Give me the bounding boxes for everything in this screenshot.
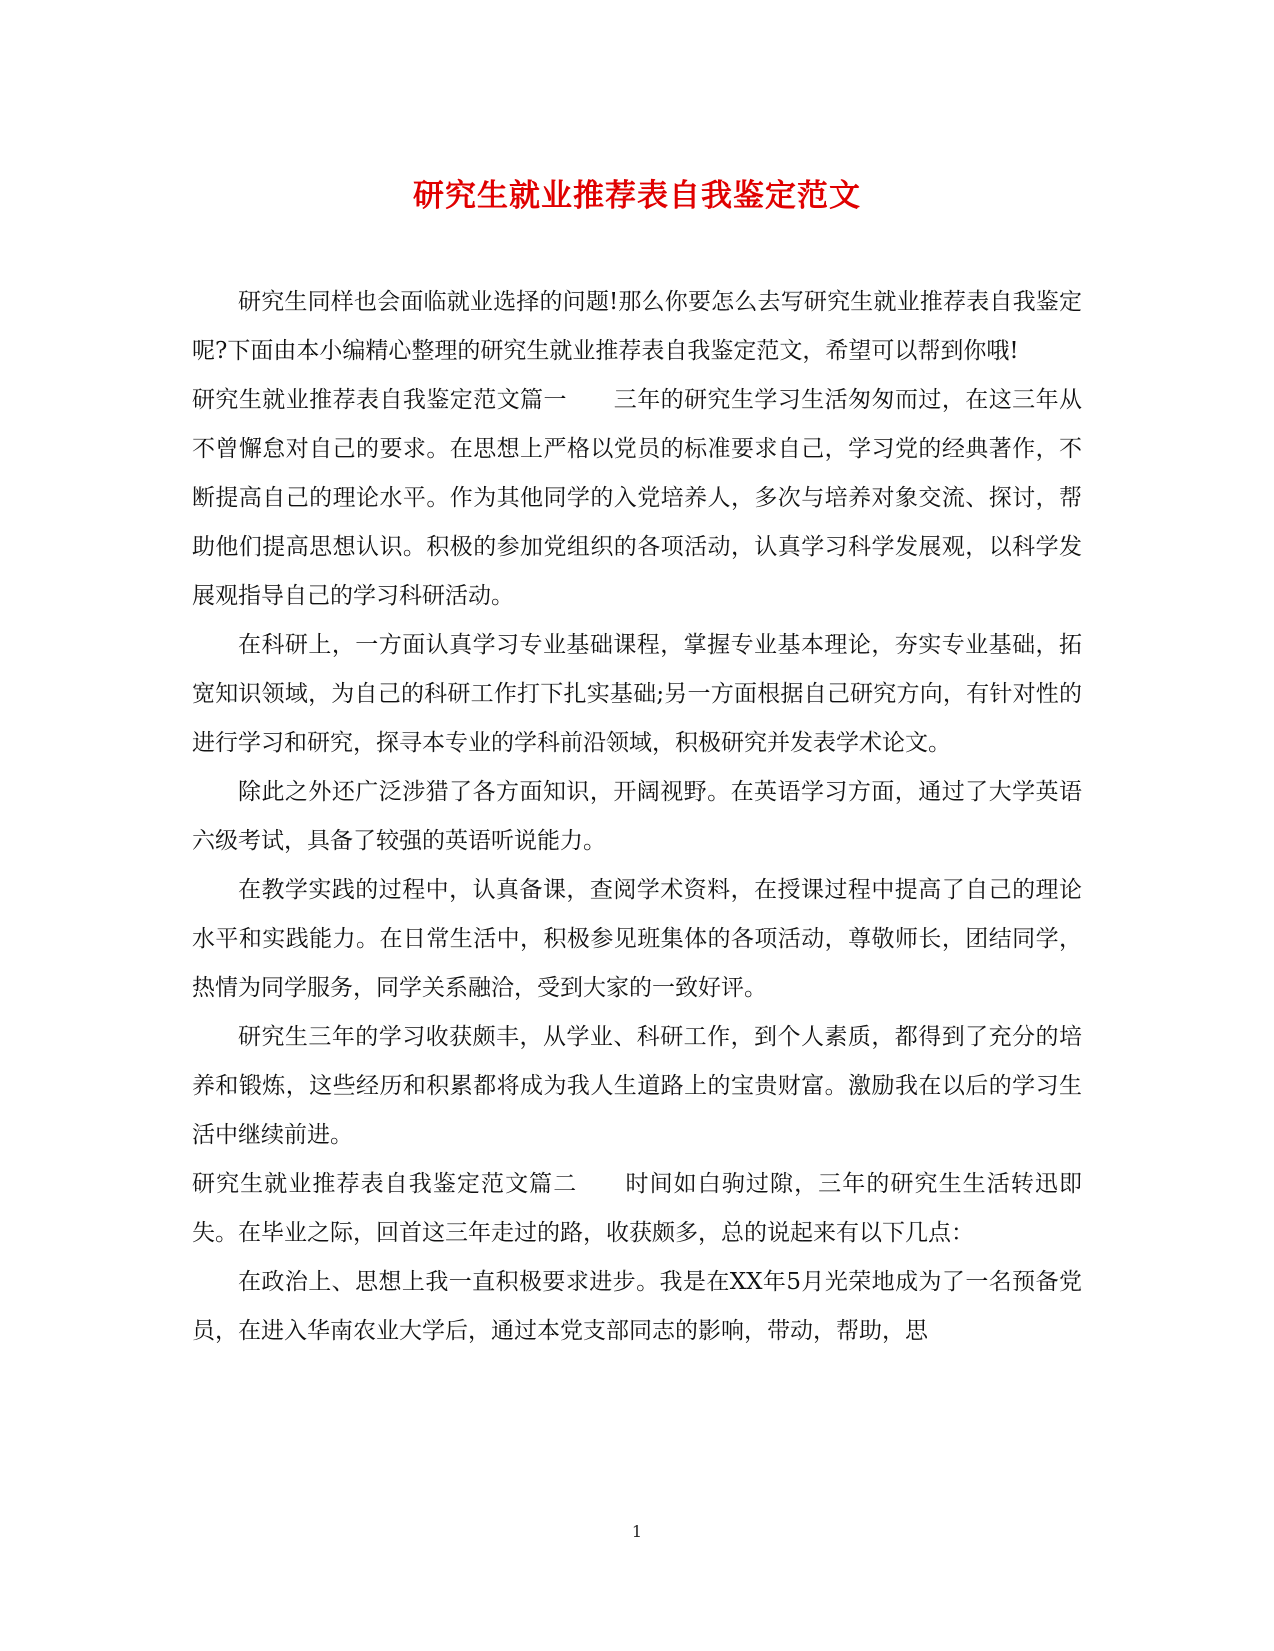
- paragraph-sample-one: 研究生就业推荐表自我鉴定范文篇一 三年的研究生学习生活匆匆而过，在这三年从不曾懈怠对自己的要求。在思想上严格以党员的标准要求自己，学习党的经典著作，不断提高自己的理论水平。作为其他同学的入党培养人，多次与培养对象交流、探讨，帮助他们提高思想认识。积极的参加党组织的各项活动，认真学习科学发展观，以科学发展观指导自己的学习科研活动。: [192, 387, 1082, 609]
- paragraph-sample-two: 研究生就业推荐表自我鉴定范文篇二 时间如白驹过隙，三年的研究生生活转迅即失。在毕业之际，回首这三年走过的路，收获颇多，总的说起来有以下几点：: [192, 1171, 1082, 1246]
- paragraph-research: 在科研上，一方面认真学习专业基础课程，掌握专业基本理论，夯实专业基础，拓宽知识领域，为自己的科研工作打下扎实基础;另一方面根据自己研究方向，有针对性的进行学习和研究，探寻本专业的学科前沿领域，积极研究并发表学术论文。: [192, 632, 1082, 756]
- document-title: 研究生就业推荐表自我鉴定范文: [413, 178, 861, 214]
- paragraph-knowledge: 除此之外还广泛涉猎了各方面知识，开阔视野。在英语学习方面，通过了大学英语六级考试，具备了较强的英语听说能力。: [192, 779, 1082, 854]
- page-number: 1: [631, 1522, 643, 1541]
- document-body: [192, 278, 1082, 1356]
- paragraph-teaching: 在教学实践的过程中，认真备课，查阅学术资料，在授课过程中提高了自己的理论水平和实践能力。在日常生活中，积极参见班集体的各项活动，尊敬师长，团结同学，热情为同学服务，同学关系融洽，受到大家的一致好评。: [192, 877, 1082, 1001]
- paragraph-politics: 在政治上、思想上我一直积极要求进步。我是在XX年5月光荣地成为了一名预备党员，在进入华南农业大学后，通过本党支部同志的影响，带动，帮助，思: [192, 1269, 1082, 1344]
- paragraph-summary: 研究生三年的学习收获颇丰，从学业、科研工作，到个人素质，都得到了充分的培养和锻炼，这些经历和积累都将成为我人生道路上的宝贵财富。激励我在以后的学习生活中继续前进。: [192, 1024, 1082, 1148]
- paragraph-intro: 研究生同样也会面临就业选择的问题!那么你要怎么去写研究生就业推荐表自我鉴定呢?下面由本小编精心整理的研究生就业推荐表自我鉴定范文，希望可以帮到你哦!: [192, 289, 1082, 364]
